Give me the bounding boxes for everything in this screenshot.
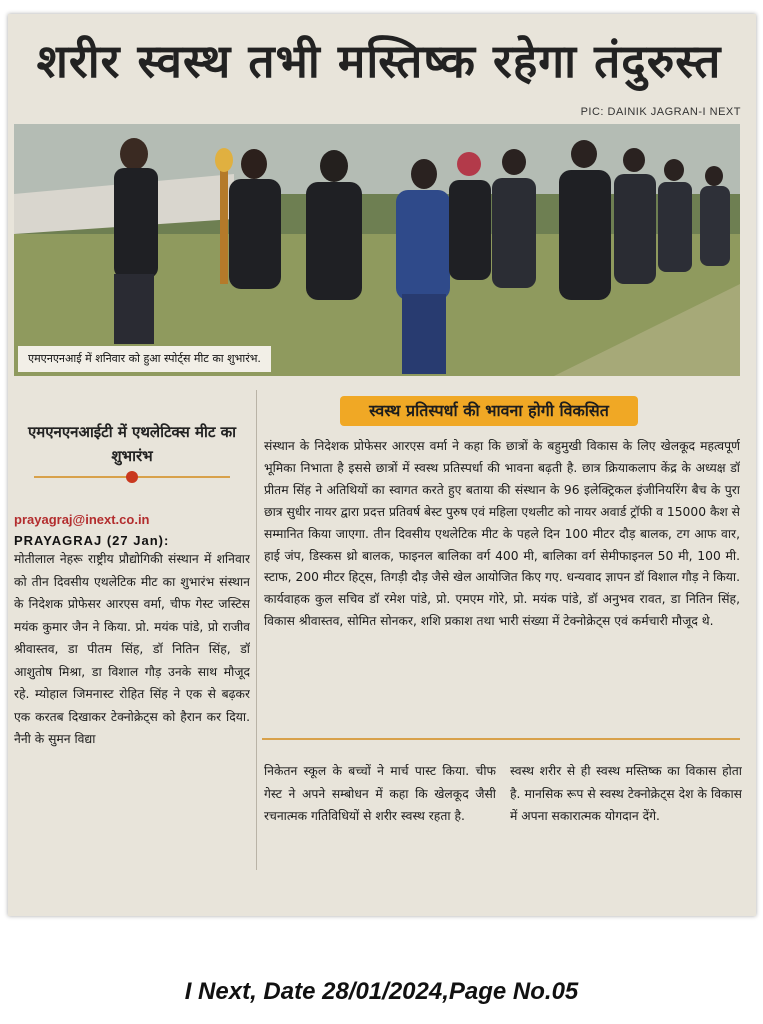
article-body-col3: स्वस्थ शरीर से ही स्वस्थ मस्तिष्क का विकास होता है. मानसिक रूप से स्वस्थ टेक्नोक्रेट्स देश के विकास में अपना सकारात्मक योगदान देंगे. [510,764,742,823]
photo-credit: PIC: DAINIK JAGRAN-I NEXT [580,106,741,118]
runners-illustration [14,124,740,376]
mini-headline: एमएनएनआईटी में एथलेटिक्स मीट का शुभारंभ [27,423,237,465]
column-divider [256,390,257,870]
left-column [14,390,250,890]
article-body-main: संस्थान के निदेशक प्रोफेसर आरएस वर्मा ने कहा कि छात्रों के बहुमुखी विकास के लिए खेलकूद महत्वपूर्ण भूमिका निभाता है इससे छात्रों में स्वस्थ प्रतिस्पर्धा की भावना बढ़ती है. छात्र क्रियाकलाप केंद्र के अध्यक्ष डॉ प्रीतम सिंह ने अतिथियों का स्वागत करते हुए बताया की संस्थान के 96 इलेक्ट्रिकल इंजीनियरिंग बैच के पुरा छात्र सुधीर नायर द्वारा प्रदत्त प्रतिवर्ष बेस्ट पुरुष एवं महिला एथलीट को नायर अवार्ड ट्रॉफी व 15000 कैश से सम्मानित किया जाएगा. तीन दिवसीय एथलेटिक मीट के पहले दिन 100 मीटर दौड़ बालक, टग आफ वार, हाई जंप, डिस्कस थ्रो बालक, फाइनल बालिका वर्ग 400 मी, बालिका वर्ग सेमीफाइनल 50 मी, 100 मी. स्टाफ, 200 मीटर हिट्स, तिगड़ी दौड़ जैसे खेल आयोजित किए गए. धन्यवाद ज्ञापन डॉ विशाल गौड़ ने किया. कार्यवाहक कुल सचिव डॉ रमेश पांडे, प्रो. एमएम गोरे, प्रो. मयंक पांडे, डॉ अनुभव रावत, डा नितिन सिंह, विकास श्रीवास्तव, सोमित सोनकर, शशि प्रकाश तथा भारी संख्या में टेक्नोक्रेट्स एवं कर्मचारी मौजूद थे. [264,439,740,629]
section-divider [262,738,740,740]
news-photo [14,124,740,376]
ornament-divider [14,470,250,484]
headline: शरीर स्वस्थ तभी मस्तिष्क रहेगा तंदुरुस्त [36,34,722,88]
reporter-email: prayagraj@inext.co.in [14,512,150,527]
article-body-col2: निकेतन स्कूल के बच्चों ने मार्च पास्ट किया. चीफ गेस्ट ने अपने सम्बोधन में कहा कि खेलकूद जैसी रचनात्मक गतिविधियों से शरीर स्वस्थ रहता है. [264,764,496,823]
source-footer: I Next, Date 28/01/2024,Page No.05 [184,978,579,1005]
subheadline: स्वस्थ प्रतिस्पर्धा की भावना होगी विकसित [340,396,638,426]
photo-caption: एमएनएनआई में शनिवार को हुआ स्पोर्ट्स मीट का शुभारंभ. [18,346,271,372]
dateline: PRAYAGRAJ (27 Jan): [14,533,170,548]
article-body-left: मोतीलाल नेहरू राष्ट्रीय प्रौद्योगिकी संस्थान में शनिवार को तीन दिवसीय एथलेटिक मीट का शुभारंभ संस्थान के निदेशक प्रोफेसर आरएस वर्मा, चीफ गेस्ट जस्टिस मयंक कुमार जैन ने किया. प्रो. मयंक पांडे, प्रो राजीव श्रीवास्तव, डा पीतम सिंह, डॉ नितिन सिंह, डॉ आशुतोष मिश्रा, डा विशाल गौड़ उनके साथ मौजूद रहे. म्योहाल जिमनास्ट रोहित सिंह ने एक से बढ़कर एक करतब दिखाकर टेक्नोक्रेट्स को हैरान कर दिया. नैनी के सुमन विद्या [14,552,250,746]
